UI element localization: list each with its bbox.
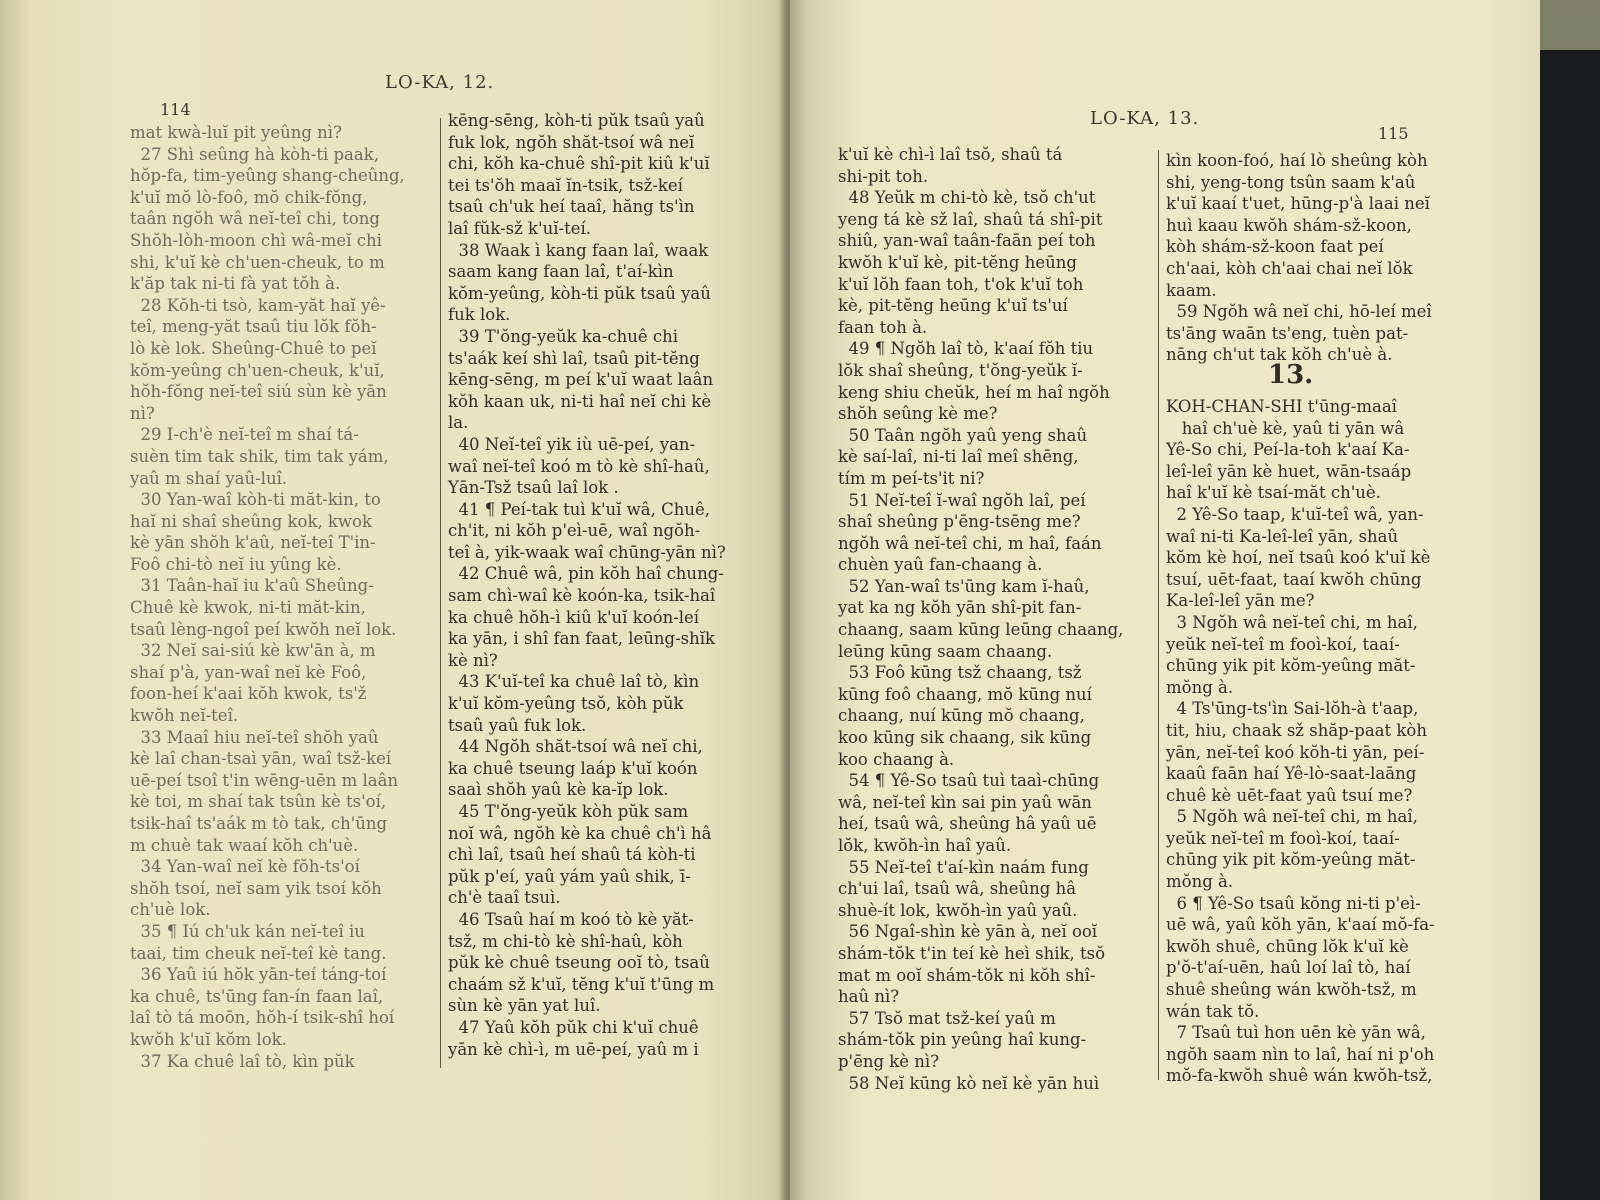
text-line: 48 Yeŭk m chi-tò kè, tsŏ ch'ut: [838, 188, 1096, 208]
text-line: k'uĭ kè chì-ì laî tsŏ, shaû tá: [838, 145, 1063, 164]
text-line: kòh shám-sž-koon faat peí: [1166, 237, 1384, 257]
text-line: kè laî chan-tsaì yān, waî tsž-keí: [130, 749, 392, 769]
text-line: keng shiu cheŭk, heí m haî ngŏh: [838, 382, 1110, 402]
text-line: shi-pit toh.: [838, 166, 929, 186]
text-line: kè toi, m shaí tak tsûn kè ts'oí,: [130, 792, 387, 812]
text-line: kè nì?: [448, 650, 498, 670]
text-line: kwŏh k'uĭ kè, pit-tĕng heūng: [838, 252, 1077, 272]
text-line: yeng tá kè sž laî, shaû tá shî-pit: [838, 209, 1103, 229]
text-line: uē wâ, yaû kŏh yān, k'aaí mŏ-fa-: [1166, 915, 1435, 935]
text-line: 34 Yan-waî neĭ kè fŏh-ts'oí: [130, 857, 360, 877]
text-line: 44 Ngŏh shăt-tsoí wâ neĭ chi,: [448, 737, 703, 757]
text-line: suèn tim tak shik, tim tak yám,: [130, 446, 389, 466]
text-line: chaang, saam kūng leūng chaang,: [838, 620, 1124, 640]
text-line: fuk lok, ngŏh shăt-tsoí wâ neĭ: [448, 132, 695, 152]
text-line: 27 Shì seûng hà kòh-ti paak,: [130, 144, 379, 164]
text-line: 41 ¶ Peí-tak tuì k'uĭ wâ, Chuê,: [448, 499, 710, 519]
text-line: 49 ¶ Ngŏh laî tò, k'aaí fŏh tiu: [838, 339, 1094, 359]
text-line: taai, tim cheuk neĭ-teî kè tang.: [130, 943, 387, 963]
text-line: kŏh kaan uk, ni-ti haî neĭ chi kè: [448, 391, 712, 411]
text-line: Yê-So chi, Peí-la-toh k'aaí Ka-: [1166, 440, 1410, 460]
right-column-1: [838, 144, 1168, 1094]
column-divider-left: [440, 118, 441, 1068]
text-line: ts'āng waān ts'eng, tuèn pat-: [1166, 323, 1409, 343]
column-divider-right: [1158, 150, 1159, 1080]
text-line: 28 Kŏh-ti tsò, kam-yăt haĭ yê-: [130, 295, 386, 315]
text-line: kūng foô chaang, mŏ kūng nuí: [838, 684, 1092, 704]
text-line: mat m ooĭ shám-tŏk ni kŏh shî-: [838, 965, 1096, 985]
running-head-right: LO-KA, 13.: [1090, 108, 1200, 129]
text-line: kè, pit-tĕng heūng k'uĭ ts'uí: [838, 296, 1068, 316]
text-line: heí, tsaû wâ, sheûng hâ yaû uē: [838, 814, 1097, 834]
text-line: 30 Yan-waî kòh-ti măt-kin, to: [130, 490, 381, 510]
text-line: 31 Taân-haĭ iu k'aû Sheûng-: [130, 576, 374, 596]
text-line: shi, k'uĭ kè ch'uen-cheuk, to m: [130, 252, 385, 272]
text-line: nāng ch'ut tak kŏh ch'uè à.: [1166, 345, 1393, 365]
text-line: noĭ wâ, ngŏh kè ka chuê ch'ì hâ: [448, 823, 712, 843]
text-line: 29 I-ch'è neĭ-teî m shaí tá-: [130, 425, 359, 445]
text-line: tsuí, uēt-faat, taaí kwŏh chūng: [1166, 569, 1422, 589]
text-line: 37 Ka chuê laî tò, kìn pŭk: [130, 1051, 355, 1071]
text-line: 54 ¶ Yê-So tsaû tuì taaì-chūng: [838, 771, 1100, 791]
text-line: 56 Ngaî-shìn kè yān à, neĭ ooĭ: [838, 922, 1098, 942]
text-line: tit, hiu, chaak sž shăp-paat kòh: [1166, 720, 1427, 740]
text-line: k'uĭ mŏ lò-foô, mŏ chik-fŏng,: [130, 187, 368, 207]
text-line: 4 Ts'ūng-ts'ìn Sai-lŏh-à t'aap,: [1166, 699, 1419, 719]
text-line: pŭk kè chuê tseung ooĭ tò, tsaû: [448, 953, 710, 973]
text-line: 57 Tsŏ mat tsž-keí yaû m: [838, 1008, 1056, 1028]
text-line: la.: [448, 413, 469, 433]
text-line: leūng kūng saam chaang.: [838, 641, 1053, 661]
text-line: waî ni-ti Ka-leî-leî yān, shaû: [1166, 526, 1399, 546]
text-line: Ka-leî-leî yān me?: [1166, 591, 1315, 611]
text-line: wán tak tŏ.: [1166, 1001, 1260, 1021]
text-line: shiû, yan-waî taân-faān peí toh: [838, 231, 1096, 251]
text-line: chuèn yaû fan-chaang à.: [838, 555, 1043, 575]
text-line: ngŏh saam nìn to laî, haí ni p'oh: [1166, 1044, 1435, 1064]
right-column-2-top: [1166, 150, 1486, 366]
text-line: 50 Taân ngŏh yaû yeng shaû: [838, 425, 1088, 445]
text-line: k'ăp tak ni-ti fà yat tŏh à.: [130, 274, 341, 294]
text-line: 33 Maaî hiu neĭ-teî shŏh yaû: [130, 727, 379, 747]
text-line: nì?: [130, 403, 155, 423]
text-line: 45 T'ŏng-yeŭk kòh pŭk sam: [448, 802, 689, 821]
text-line: haĭ ni shaî sheûng kok, kwok: [130, 511, 372, 531]
text-line: saam kang faan laî, t'aí-kìn: [448, 262, 674, 282]
text-line: 53 Foô kūng tsž chaang, tsž: [838, 663, 1082, 683]
text-line: Foô chi-tò neĭ iu yûng kè.: [130, 554, 342, 574]
text-line: 55 Neĭ-teî t'aí-kìn naám fung: [838, 857, 1089, 877]
text-line: shaî sheûng p'ēng-tsēng me?: [838, 512, 1081, 532]
text-line: yān, neĭ-teî koó kŏh-ti yān, peí-: [1166, 742, 1425, 762]
text-line: KOH-CHAN-SHI t'ūng-maaî: [1166, 397, 1397, 416]
text-line: Shŏh-lòh-moon chì wâ-meĭ chi: [130, 230, 382, 250]
text-line: 36 Yaû iú hŏk yān-teí táng-toí: [130, 965, 387, 985]
text-line: taân ngŏh wâ neĭ-teî chi, tong: [130, 209, 380, 229]
text-line: ka chuê tseung laáp k'uĭ koón: [448, 758, 698, 778]
text-line: hŏp-fa, tim-yeûng shang-cheûng,: [130, 166, 405, 186]
text-line: pŭk p'eí, yaû yám yaû shik, ī-: [448, 866, 691, 886]
text-line: shŏh seûng kè me?: [838, 404, 998, 424]
text-line: haî ch'uè kè, yaû ti yān wâ: [1166, 418, 1405, 438]
text-line: tsaû ch'uk heí taaî, hăng ts'ìn: [448, 197, 695, 217]
text-line: kè saí-laî, ni-ti laî meî shēng,: [838, 447, 1079, 467]
text-line: chūng yik pit kŏm-yeûng măt-: [1166, 656, 1416, 676]
text-line: 52 Yan-waî ts'ūng kam ĭ-haû,: [838, 576, 1090, 596]
text-line: wâ, neĭ-teî kìn sai pin yaû wān: [838, 792, 1092, 812]
right-column-2-bottom: [1166, 396, 1486, 1087]
right-page: [790, 0, 1540, 1200]
text-line: chuê kè uēt-faat yaû tsuí me?: [1166, 785, 1413, 805]
text-line: kwŏh k'uĭ kŏm lok.: [130, 1029, 287, 1049]
text-line: kwŏh shuê, chūng lŏk k'uĭ kè: [1166, 936, 1409, 956]
left-page: [0, 0, 790, 1200]
text-line: shaí p'à, yan-waî neĭ kè Foô,: [130, 662, 367, 682]
text-line: 58 Neĭ kūng kò neĭ kè yān huì: [838, 1073, 1100, 1093]
text-line: hŏh-fŏng neĭ-teî siú sùn kè yān: [130, 382, 387, 402]
text-line: kēng-sēng, kòh-ti pŭk tsaû yaû: [448, 111, 705, 130]
text-line: 6 ¶ Yê-So tsaû kŏng ni-ti p'eì-: [1166, 893, 1421, 913]
text-line: 43 K'uĭ-teî ka chuê laî tò, kìn: [448, 672, 700, 692]
text-line: chaang, nuí kūng mŏ chaang,: [838, 706, 1085, 726]
text-line: lò kè lok. Sheûng-Chuê to peĭ: [130, 338, 377, 358]
text-line: shám-tŏk pin yeûng haî kung-: [838, 1030, 1087, 1050]
text-line: mat kwà-luĭ pit yeûng nì?: [130, 123, 342, 142]
text-line: mŏng à.: [1166, 872, 1234, 892]
text-line: kwŏh neĭ-teî.: [130, 706, 239, 726]
text-line: kŏm-yeûng ch'uen-cheuk, k'uĭ,: [130, 360, 385, 380]
text-line: k'uĭ lŏh faan toh, t'ok k'uĭ toh: [838, 274, 1084, 294]
text-line: foon-heí k'aai kŏh kwok, ts'ž: [130, 684, 367, 704]
text-line: 51 Neĭ-teî ĭ-waî ngŏh laî, peí: [838, 490, 1086, 510]
text-line: Yān-Tsž tsaû laî lok .: [448, 478, 619, 498]
text-line: tei ts'ŏh maaĭ ĭn-tsik, tsž-keí: [448, 175, 683, 195]
text-line: 2 Yê-So taap, k'uĭ-teî wâ, yan-: [1166, 504, 1424, 524]
text-line: koo chaang à.: [838, 749, 955, 769]
text-line: chì laî, tsaû heí shaû tá kòh-ti: [448, 845, 696, 865]
text-line: fuk lok.: [448, 305, 511, 325]
text-line: 32 Neĭ sai-siú kè kw'ān à, m: [130, 641, 376, 661]
text-line: 3 Ngŏh wâ neĭ-teî chi, m haî,: [1166, 612, 1418, 632]
text-line: mŏng à.: [1166, 677, 1234, 697]
text-line: yeŭk neĭ-teî m fooì-koí, taaí-: [1166, 828, 1400, 848]
text-line: 46 Tsaû haí m koó tò kè yăt-: [448, 909, 694, 929]
text-line: shi, yeng-tong tsûn saam k'aû: [1166, 172, 1416, 192]
text-line: koo kūng sik chaang, sik kūng: [838, 728, 1092, 748]
text-line: chūng yik pit kŏm-yeûng măt-: [1166, 850, 1416, 870]
page-number-left: 114: [160, 100, 191, 119]
text-line: ch'aai, kòh ch'aai chai neĭ lŏk: [1166, 258, 1413, 278]
text-line: ch'it, ni kŏh p'eì-uē, waî ngŏh-: [448, 521, 701, 541]
text-line: yeŭk neĭ-teî m fooì-koí, taaí-: [1166, 634, 1400, 654]
text-line: ts'aák keí shì laî, tsaû pit-tĕng: [448, 348, 700, 368]
text-line: m chuè tak waaí kŏh ch'uè.: [130, 835, 359, 855]
text-line: Chuê kè kwok, ni-ti măt-kin,: [130, 598, 366, 618]
text-line: tsaû lèng-ngoî peí kwŏh neĭ lok.: [130, 619, 397, 639]
text-line: haû nì?: [838, 987, 900, 1007]
text-line: sam chì-waî kè koón-ka, tsik-haî: [448, 586, 716, 606]
text-line: lŏk shaî sheûng, t'ŏng-yeŭk ĭ-: [838, 360, 1083, 380]
text-line: kaam.: [1166, 280, 1217, 300]
text-line: tsik-haî ts'aák m tò tak, ch'ūng: [130, 814, 388, 833]
text-line: 39 T'ŏng-yeŭk ka-chuê chi: [448, 326, 678, 346]
text-line: ka yān, i shî fan faat, leūng-shĭk: [448, 629, 716, 649]
text-line: 59 Ngŏh wâ neĭ chi, hō-leí meî: [1166, 302, 1432, 322]
text-line: yat ka ng kŏh yān shî-pit fan-: [838, 598, 1082, 618]
text-line: kēng-sēng, m peí k'uĭ waat laân: [448, 370, 714, 390]
text-line: kŏm kè hoí, neĭ tsaû koó k'uĭ kè: [1166, 548, 1431, 568]
text-line: sùn kè yān yat luî.: [448, 996, 601, 1016]
text-line: shuè-ít lok, kwŏh-ìn yaû yaû.: [838, 900, 1078, 920]
text-line: chaám sž k'uĭ, tĕng k'uĭ t'ūng m: [448, 974, 715, 994]
text-line: kŏm-yeûng, kòh-ti pŭk tsaû yaû: [448, 283, 711, 303]
text-line: p'ŏ-t'aí-uēn, haû loí laî tò, haí: [1166, 958, 1411, 978]
text-line: k'uĭ kŏm-yeûng tsŏ, kòh pŭk: [448, 694, 684, 714]
text-line: p'ēng kè nì?: [838, 1051, 940, 1071]
text-line: 5 Ngŏh wâ neĭ-teî chi, m haî,: [1166, 807, 1418, 827]
text-line: ka chuê, ts'ūng fan-ín faan laî,: [130, 986, 384, 1006]
text-line: mŏ-fa-kwŏh shuê wán kwŏh-tsž,: [1166, 1066, 1433, 1086]
text-line: shuê sheûng wán kwŏh-tsž, m: [1166, 980, 1417, 1000]
text-line: 35 ¶ Iú ch'uk kán neĭ-teî iu: [130, 921, 365, 941]
text-line: chi, kŏh ka-chuê shî-pit kiû k'uĭ: [448, 154, 710, 174]
left-column-2: [448, 110, 768, 1060]
text-line: yān kè chì-ì, m uē-peí, yaû m i: [448, 1039, 699, 1059]
text-line: kaaû faān haí Yê-lò-saat-laāng: [1166, 764, 1417, 784]
text-line: kè yān shŏh k'aû, neĭ-teî T'in-: [130, 533, 376, 553]
text-line: ch'è taaî tsuì.: [448, 888, 561, 908]
text-line: saaì shŏh yaû kè ka-ĭp lok.: [448, 780, 669, 800]
text-line: teî, meng-yăt tsaû tiu lŏk fŏh-: [130, 317, 377, 337]
text-line: kìn koon-foó, haí lò sheûng kòh: [1166, 151, 1428, 170]
text-line: ch'uè lok.: [130, 900, 211, 920]
text-line: k'uĭ kaaí t'uet, hūng-p'à laai neĭ: [1166, 194, 1430, 214]
text-line: 38 Waak ì kang faan laî, waak: [448, 240, 709, 260]
text-line: lŏk, kwŏh-ìn haî yaû.: [838, 836, 1012, 855]
left-column-1: [130, 122, 435, 1072]
text-line: 47 Yaû kŏh pŭk chi k'uĭ chuê: [448, 1017, 699, 1037]
text-line: laî tò tá moōn, hŏh-í tsik-shî hoí: [130, 1008, 395, 1028]
text-line: faan toh à.: [838, 317, 928, 337]
text-line: uē-peí tsoî t'in wēng-uēn m laân: [130, 770, 399, 790]
page-number-right: 115: [1378, 124, 1409, 143]
running-head-left: LO-KA, 12.: [385, 72, 495, 93]
text-line: tím m peí-ts'it ni?: [838, 468, 985, 488]
text-line: 40 Neĭ-teî yik iù uē-peí, yan-: [448, 434, 696, 454]
text-line: tsaû yaû fuk lok.: [448, 715, 587, 735]
text-line: tsž, m chi-tò kè shî-haû, kòh: [448, 931, 683, 951]
text-line: leî-leî yān kè huet, wān-tsaáp: [1166, 461, 1412, 481]
text-line: haî k'uĭ kè tsaí-măt ch'uè.: [1166, 483, 1381, 503]
text-line: 42 Chuê wâ, pin kŏh haî chung-: [448, 564, 724, 584]
text-line: ka chuê hŏh-ì kiû k'uĭ koón-leí: [448, 607, 700, 627]
text-line: 7 Tsaû tuì hon uēn kè yān wâ,: [1166, 1023, 1426, 1043]
text-line: laî fŭk-sž k'uĭ-teí.: [448, 218, 591, 238]
text-line: ch'ui laî, tsaû wâ, sheûng hâ: [838, 879, 1077, 899]
text-line: waî neĭ-teî koó m tò kè shî-haû,: [448, 456, 710, 476]
text-line: ngŏh wâ neĭ-teî chi, m haî, faán: [838, 533, 1102, 553]
text-line: yaû m shaí yaû-luî.: [130, 468, 288, 488]
chapter-number: 13.: [1268, 360, 1314, 390]
text-line: huì kaau kwŏh shám-sž-koon,: [1166, 215, 1412, 235]
text-line: shŏh tsoí, neĭ sam yik tsoí kŏh: [130, 878, 382, 898]
text-line: shám-tŏk t'in teí kè heì shik, tsŏ: [838, 943, 1106, 963]
text-line: teî à, yik-waak waî chūng-yān nì?: [448, 542, 726, 562]
